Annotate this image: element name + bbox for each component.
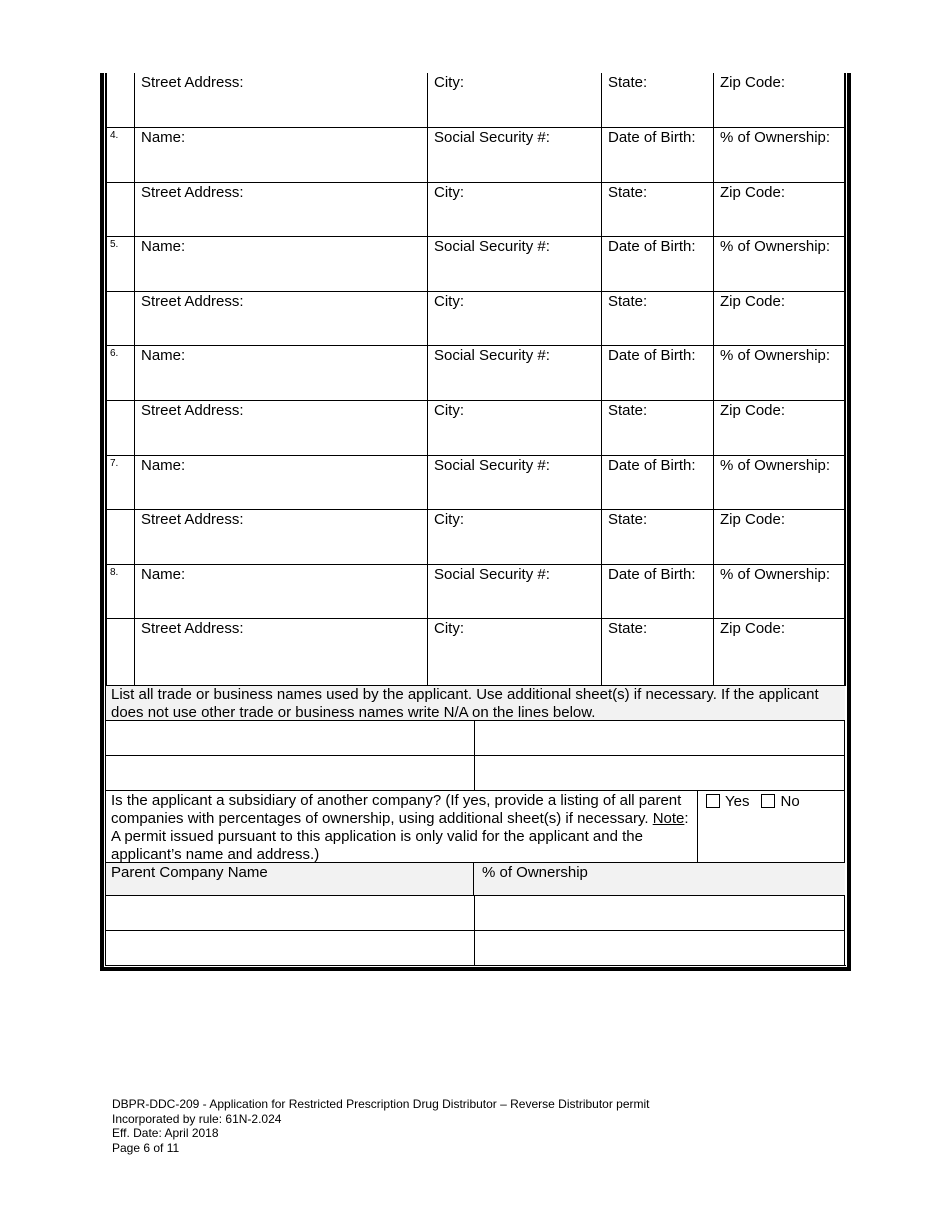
trade-name-field[interactable] — [106, 756, 475, 790]
trade-name-row — [106, 721, 845, 756]
city-field[interactable]: City: — [428, 291, 602, 346]
city-field[interactable]: City: — [428, 73, 602, 128]
city-field[interactable]: City: — [428, 510, 602, 565]
no-checkbox[interactable] — [761, 794, 775, 808]
social-security-field[interactable]: Social Security #: — [428, 564, 602, 619]
note-label: Note — [652, 810, 685, 827]
yes-label: Yes — [725, 792, 750, 810]
parent-ownership-field[interactable] — [475, 931, 845, 966]
parent-company-name-header: Parent Company Name — [106, 863, 474, 895]
date-of-birth-field[interactable]: Date of Birth: — [602, 564, 714, 619]
parent-company-name-field[interactable] — [106, 896, 475, 930]
street-address-field[interactable]: Street Address: — [135, 401, 428, 456]
yes-checkbox[interactable] — [706, 794, 720, 808]
form-title-line: DBPR-DDC-209 - Application for Restricted Prescription Drug Distributor – Reverse Distributor permit — [112, 1097, 650, 1111]
trade-name-field[interactable] — [475, 721, 845, 755]
page-footer — [112, 1097, 650, 1155]
city-field[interactable]: City: — [428, 619, 602, 686]
row-number: 7. — [107, 455, 135, 510]
trade-name-field[interactable] — [106, 721, 475, 755]
row-number: 4. — [107, 128, 135, 183]
date-of-birth-field[interactable]: Date of Birth: — [602, 128, 714, 183]
no-option[interactable] — [761, 792, 799, 810]
name-field[interactable]: Name: — [135, 455, 428, 510]
owner-5-name-row — [107, 237, 846, 292]
ownership-percent-field[interactable]: % of Ownership: — [714, 128, 846, 183]
state-field[interactable]: State: — [602, 510, 714, 565]
effective-date-line: Eff. Date: April 2018 — [112, 1126, 219, 1140]
street-address-field[interactable]: Street Address: — [135, 510, 428, 565]
street-address-field[interactable]: Street Address: — [135, 182, 428, 237]
trade-name-field[interactable] — [475, 756, 845, 790]
date-of-birth-field[interactable]: Date of Birth: — [602, 346, 714, 401]
zip-code-field[interactable]: Zip Code: — [714, 510, 846, 565]
state-field[interactable]: State: — [602, 401, 714, 456]
state-field[interactable]: State: — [602, 291, 714, 346]
owners-table — [106, 73, 846, 686]
yes-option[interactable] — [706, 792, 749, 810]
ownership-percent-field[interactable]: % of Ownership: — [714, 346, 846, 401]
trade-names-instruction: List all trade or business names used by the applicant. Use additional sheet(s) if necessary. If the applicant does not use other trade or business names write N/A on the lines below. — [106, 685, 845, 721]
owner-8-address-row — [107, 619, 846, 686]
ownership-percent-field[interactable]: % of Ownership: — [714, 237, 846, 292]
owner-6-address-row — [107, 401, 846, 456]
street-address-field[interactable]: Street Address: — [135, 73, 428, 128]
row-number — [107, 182, 135, 237]
parent-company-name-field[interactable] — [106, 931, 475, 966]
city-field[interactable]: City: — [428, 401, 602, 456]
social-security-field[interactable]: Social Security #: — [428, 455, 602, 510]
date-of-birth-field[interactable]: Date of Birth: — [602, 237, 714, 292]
owner-7-address-row — [107, 510, 846, 565]
subsidiary-question-row — [106, 791, 845, 863]
row-number — [107, 619, 135, 686]
row-number: 8. — [107, 564, 135, 619]
street-address-field[interactable]: Street Address: — [135, 291, 428, 346]
parent-ownership-field[interactable] — [475, 896, 845, 930]
name-field[interactable]: Name: — [135, 346, 428, 401]
social-security-field[interactable]: Social Security #: — [428, 346, 602, 401]
row-number: 5. — [107, 237, 135, 292]
street-address-field[interactable]: Street Address: — [135, 619, 428, 686]
owner-7-name-row — [107, 455, 846, 510]
social-security-field[interactable]: Social Security #: — [428, 128, 602, 183]
ownership-percent-field[interactable]: % of Ownership: — [714, 455, 846, 510]
zip-code-field[interactable]: Zip Code: — [714, 182, 846, 237]
parent-ownership-header: % of Ownership — [482, 864, 588, 881]
subsidiary-question: Is the applicant a subsidiary of another company? (If yes, provide a listing of all parent companies with percentages of ownership, using additional sheet(s) if necessary. Note: A permit issued pursuant to this application is only valid for the applicant and the applicant’s name and address.) — [106, 791, 698, 862]
no-label: No — [780, 792, 800, 810]
state-field[interactable]: State: — [602, 619, 714, 686]
row-number — [107, 510, 135, 565]
yes-no-options — [698, 791, 845, 862]
owner-6-name-row — [107, 346, 846, 401]
row-number — [107, 73, 135, 128]
row-number — [107, 291, 135, 346]
name-field[interactable]: Name: — [135, 564, 428, 619]
page-number: Page 6 of 11 — [112, 1140, 180, 1155]
row-number — [107, 401, 135, 456]
zip-code-field[interactable]: Zip Code: — [714, 619, 846, 686]
parent-company-row — [106, 931, 845, 966]
city-field[interactable]: City: — [428, 182, 602, 237]
row-number: 6. — [107, 346, 135, 401]
owner-4-address-row — [107, 182, 846, 237]
owner-3-address-row — [107, 73, 846, 128]
date-of-birth-field[interactable]: Date of Birth: — [602, 455, 714, 510]
parent-company-header-row — [106, 863, 845, 896]
ownership-percent-field[interactable]: % of Ownership: — [714, 564, 846, 619]
name-field[interactable]: Name: — [135, 237, 428, 292]
trade-name-row — [106, 756, 845, 791]
owner-5-address-row — [107, 291, 846, 346]
owner-8-name-row — [107, 564, 846, 619]
rule-line: Incorporated by rule: 61N-2.024 — [112, 1111, 282, 1126]
parent-company-row — [106, 896, 845, 931]
zip-code-field[interactable]: Zip Code: — [714, 291, 846, 346]
state-field[interactable]: State: — [602, 73, 714, 128]
name-field[interactable]: Name: — [135, 128, 428, 183]
trade-names-section — [106, 685, 845, 966]
social-security-field[interactable]: Social Security #: — [428, 237, 602, 292]
zip-code-field[interactable]: Zip Code: — [714, 401, 846, 456]
zip-code-field[interactable]: Zip Code: — [714, 73, 846, 128]
state-field[interactable]: State: — [602, 182, 714, 237]
owner-4-name-row — [107, 128, 846, 183]
